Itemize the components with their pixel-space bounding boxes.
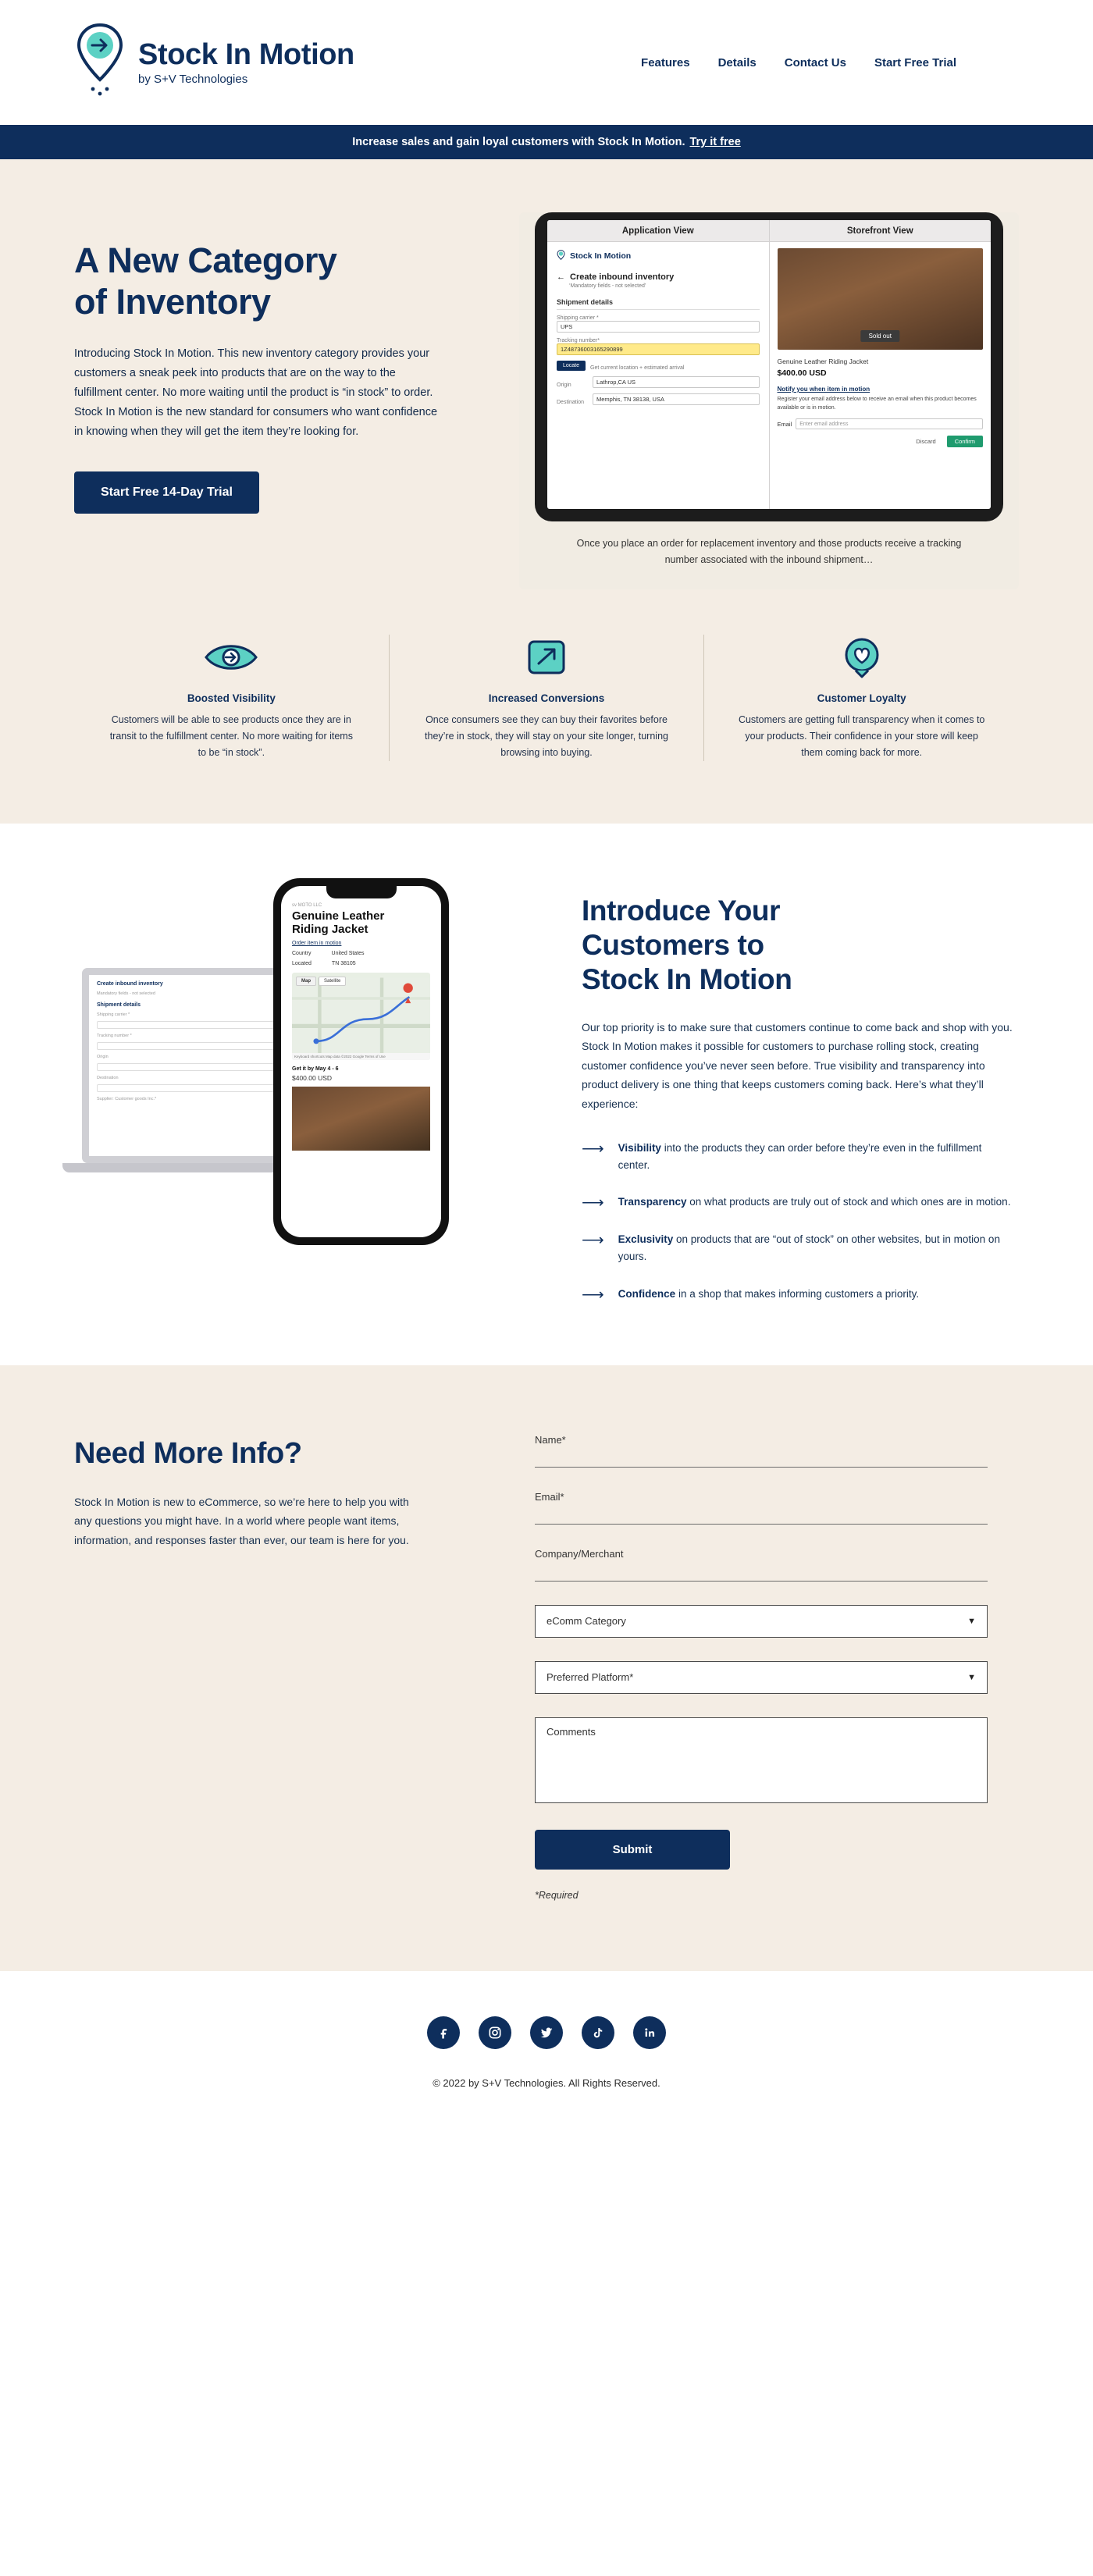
- email-label: Email: [777, 420, 792, 428]
- product-title: Genuine Leather Riding Jacket: [777, 358, 869, 365]
- locate-row: [557, 361, 760, 371]
- intro-title-line3: Stock In Motion: [582, 963, 792, 996]
- copyright-text: © 2022 by S+V Technologies. All Rights Reserved.: [433, 2076, 660, 2089]
- features-section: [0, 589, 1093, 824]
- application-view-title: Application View: [547, 220, 769, 242]
- devices-illustration: [74, 878, 550, 1245]
- phone-located-row: [292, 961, 430, 966]
- email-input[interactable]: Enter email address: [796, 418, 983, 429]
- nav-item-start-free-trial[interactable]: Start Free Trial: [874, 55, 956, 69]
- contact-body: Stock In Motion is new to eCommerce, so we’re here to help you with any questions you might have. In a world where people want items, information, and responses faster than ever, our team is here for you.: [74, 1495, 409, 1546]
- origin-label: Origin: [557, 382, 571, 388]
- hero-title-line2: of Inventory: [74, 281, 271, 322]
- map-tab-satellite[interactable]: Satellite: [319, 977, 346, 986]
- email-input[interactable]: [535, 1507, 988, 1525]
- name-input[interactable]: [535, 1450, 988, 1468]
- feature-body: Customers will be able to see products once they are in transit to the fulfillment center. No more waiting for items to be “in stock”.: [109, 713, 353, 758]
- laptop-label-4: Destination: [97, 1075, 119, 1080]
- phone-located-value: TN 38105: [331, 961, 356, 966]
- shipment-details-section-title: Shipment details: [557, 298, 760, 310]
- feature-customer-loyalty: [703, 635, 1019, 761]
- chevron-down-icon: ▼: [967, 1672, 976, 1682]
- nav-item-features[interactable]: Features: [641, 55, 690, 69]
- list-item: [582, 1286, 1019, 1303]
- bullet-strong: Visibility: [618, 1142, 661, 1155]
- laptop-label-1: Shipping carrier *: [97, 1012, 130, 1017]
- phone-product-title-line1: Genuine Leather: [292, 909, 385, 923]
- chevron-down-icon: ▼: [967, 1616, 976, 1626]
- laptop-label-2: Tracking number *: [97, 1033, 132, 1038]
- intro-title-line2: Customers to: [582, 928, 764, 961]
- tiktok-icon[interactable]: [582, 2016, 614, 2049]
- product-image: [778, 248, 984, 350]
- laptop-heading: Create inbound inventory: [97, 980, 163, 987]
- phone-eyebrow: sv MOTO LLC: [292, 902, 322, 908]
- heart-icon: [737, 635, 986, 680]
- application-view-pane: [547, 220, 770, 509]
- eye-icon: [107, 635, 356, 680]
- required-note: *Required: [535, 1889, 579, 1901]
- tracking-number-input[interactable]: 1Z48736003165290899: [557, 343, 760, 355]
- list-item: [582, 1194, 1019, 1211]
- tablet-frame: [535, 212, 1003, 521]
- company-label: Company/Merchant: [535, 1547, 624, 1560]
- intro-body: Our top priority is to make sure that customers continue to come back and shop with you. Stock In Motion makes it possible for customers to purchase rolling stock, creating customer confidence you’ve never seen before. True visibility and transparency into product delivery is one thing that keeps customers coming back. Here’s what they’ll experience:: [582, 1020, 1013, 1110]
- intro-title-line1: Introduce Your: [582, 894, 781, 927]
- nav-item-contact-us[interactable]: Contact Us: [784, 55, 846, 69]
- map-attribution: Keyboard shortcuts Map data ©2022 Google Terms of Use: [292, 1053, 430, 1060]
- laptop-section: Shipment details: [97, 1002, 141, 1008]
- introduce-section: [0, 824, 1093, 1365]
- hero-title-line1: A New Category: [74, 240, 337, 280]
- company-input[interactable]: [535, 1564, 988, 1582]
- contact-title: Need More Info?: [74, 1436, 302, 1470]
- app-logo: [557, 250, 760, 262]
- site-header: [0, 0, 1093, 125]
- cart-arrow-icon: [422, 635, 671, 680]
- feature-body: Customers are getting full transparency when it comes to your products. Their confidence in your store will keep them coming back for more.: [738, 713, 985, 758]
- notify-note: Register your email address below to receive an email when this product becomes available or is in motion.: [777, 397, 977, 411]
- benefits-list: [582, 1140, 1019, 1302]
- list-item: [582, 1140, 1019, 1173]
- delivery-map[interactable]: [292, 973, 430, 1060]
- shipping-carrier-input[interactable]: UPS: [557, 321, 760, 333]
- origin-input[interactable]: Lathrop,CA US: [593, 376, 760, 388]
- locate-hint: Get current location + estimated arrival: [590, 365, 685, 371]
- phone-country-row: [292, 951, 430, 956]
- feature-body: Once consumers see they can buy their favorites before they’re in stock, they will stay on your site longer, turning browsing into buying.: [425, 713, 668, 758]
- instagram-icon[interactable]: [479, 2016, 511, 2049]
- bullet-strong: Exclusivity: [618, 1233, 674, 1246]
- phone-located-label: Located: [292, 961, 312, 966]
- app-heading: ← Create inbound inventory: [557, 272, 675, 282]
- list-item: [582, 1231, 1019, 1265]
- company-field[interactable]: [535, 1548, 988, 1582]
- preferred-platform-value: Preferred Platform*: [546, 1671, 634, 1684]
- app-subheading: ‘Mandatory fields - not selected’: [569, 283, 646, 289]
- email-field[interactable]: [778, 418, 984, 429]
- hero-body: Introducing Stock In Motion. This new inventory category provides your customers a sneak peek into products that are on the way to the fulfillment center. No more waiting until the product is “in stock” to order. Stock In Motion is the new standard for consumers who want confidence in knowing when they will get the item they’re looking for.: [74, 347, 438, 439]
- destination-label: Destination: [557, 400, 585, 405]
- bullet-rest: into the products they can order before they’re even in the fulfillment center.: [618, 1142, 982, 1171]
- back-arrow-icon[interactable]: ←: [557, 272, 565, 282]
- contact-section: [0, 1365, 1093, 1971]
- announcement-text: Increase sales and gain loyal customers with Stock In Motion.: [352, 136, 685, 148]
- app-logo-text: Stock In Motion: [570, 251, 632, 261]
- site-footer: [0, 1971, 1093, 2128]
- feature-title: Boosted Visibility: [187, 692, 276, 704]
- announcement-link[interactable]: Try it free: [689, 136, 741, 148]
- phone-frame: [273, 878, 449, 1245]
- map-tab-map[interactable]: Map: [296, 977, 316, 986]
- email-field[interactable]: [535, 1491, 988, 1525]
- arrow-right-icon: ⟶: [582, 1232, 604, 1250]
- hero-copy: [74, 208, 480, 589]
- start-free-trial-button[interactable]: Start Free 14-Day Trial: [74, 471, 259, 514]
- bullet-strong: Transparency: [618, 1196, 687, 1208]
- main-nav: [641, 56, 956, 69]
- contact-form: [535, 1426, 988, 1901]
- shipping-carrier-field[interactable]: [557, 315, 760, 333]
- bullet-rest: on products that are “out of stock” on other websites, but in motion on yours.: [618, 1233, 1000, 1262]
- tracking-number-label: Tracking number*: [557, 338, 600, 343]
- comments-textarea[interactable]: Comments: [535, 1717, 988, 1803]
- twitter-icon[interactable]: [530, 2016, 563, 2049]
- phone-eta: Get it by May 4 - 6: [292, 1066, 339, 1072]
- ecomm-category-value: eComm Category: [546, 1615, 626, 1628]
- storefront-view-pane: [770, 220, 992, 509]
- shipping-carrier-label: Shipping carrier *: [557, 315, 599, 321]
- tracking-number-field[interactable]: [557, 338, 760, 355]
- brand-subtitle: by S+V Technologies: [138, 73, 248, 87]
- arrow-right-icon: ⟶: [582, 1286, 604, 1304]
- storefront-view-title: Storefront View: [770, 220, 992, 242]
- bullet-rest: on what products are truly out of stock and which ones are in motion.: [686, 1196, 1011, 1208]
- laptop-footer-note: Supplier: Customer goods Inc.*: [97, 1096, 157, 1101]
- name-label: Name*: [535, 1433, 566, 1446]
- notify-me-link[interactable]: Notify you when item in motion: [777, 386, 870, 393]
- brand-logo[interactable]: [74, 22, 354, 103]
- laptop-sub: Mandatory fields - not selected: [97, 991, 155, 996]
- bullet-rest: in a shop that makes informing customers a priority.: [675, 1287, 920, 1300]
- location-pin-icon: [557, 250, 565, 262]
- announcement-bar: [0, 125, 1093, 159]
- contact-copy: [74, 1426, 480, 1901]
- feature-increased-conversions: [389, 635, 704, 761]
- introduce-copy: [582, 878, 1019, 1303]
- hero-section: [0, 159, 1093, 589]
- arrow-right-icon: ⟶: [582, 1194, 604, 1212]
- destination-field[interactable]: [557, 393, 760, 405]
- social-links: [0, 2016, 1093, 2049]
- name-field[interactable]: [535, 1434, 988, 1468]
- hero-device-illustration: [519, 208, 1019, 589]
- destination-input[interactable]: Memphis, TN 38138, USA: [593, 393, 760, 405]
- origin-field[interactable]: [557, 376, 760, 388]
- nav-item-details[interactable]: Details: [717, 55, 757, 69]
- location-pin-icon: [74, 22, 126, 103]
- ecomm-category-select[interactable]: [535, 1605, 988, 1638]
- product-price: $400.00 USD: [777, 368, 827, 378]
- feature-title: Customer Loyalty: [817, 692, 906, 704]
- phone-product-image: [292, 1087, 430, 1151]
- preferred-platform-select[interactable]: [535, 1661, 988, 1694]
- hero-caption: Once you place an order for replacement inventory and those products receive a tracking number associated with the inbound shipment…: [576, 538, 962, 566]
- linkedin-icon[interactable]: [633, 2016, 666, 2049]
- confirm-button[interactable]: Confirm: [947, 436, 983, 447]
- feature-title: Increased Conversions: [488, 692, 605, 704]
- sold-out-badge: Sold out: [861, 330, 899, 342]
- phone-country-value: United States: [331, 951, 365, 956]
- phone-country-label: Country: [292, 951, 312, 956]
- bullet-strong: Confidence: [618, 1287, 676, 1300]
- arrow-right-icon: ⟶: [582, 1140, 604, 1158]
- email-label: Email*: [535, 1490, 564, 1503]
- phone-notch: [326, 886, 397, 898]
- facebook-icon[interactable]: [427, 2016, 460, 2049]
- phone-price: $400.00 USD: [292, 1074, 333, 1082]
- phone-product-title-line2: Riding Jacket: [292, 922, 368, 936]
- laptop-label-3: Origin: [97, 1054, 109, 1059]
- locate-button[interactable]: Locate: [557, 361, 586, 371]
- brand-title: Stock In Motion: [138, 37, 354, 71]
- submit-button[interactable]: Submit: [535, 1830, 730, 1870]
- discard-button[interactable]: Discard: [916, 438, 936, 445]
- feature-boosted-visibility: [74, 635, 389, 761]
- order-item-in-motion-link[interactable]: Order item in motion: [292, 941, 342, 946]
